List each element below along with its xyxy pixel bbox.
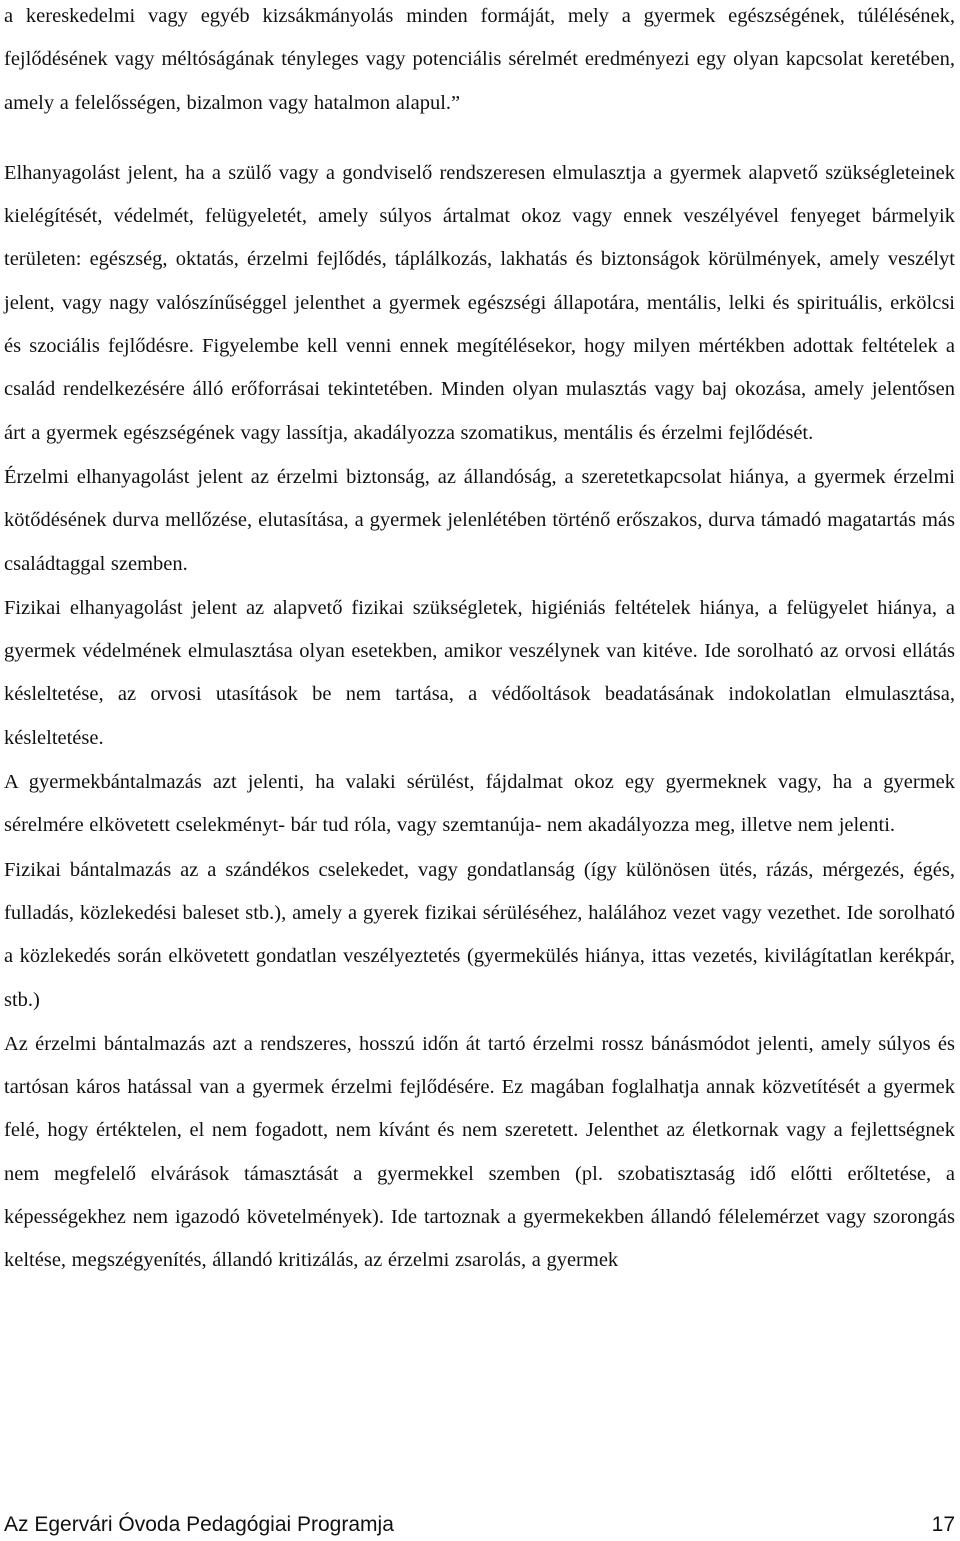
document-body [4, 0, 955, 1283]
footer-title: Az Egervári Óvoda Pedagógiai Programja [4, 1513, 394, 1536]
paragraph-physical-neglect: Fizikai elhanyagolást jelent az alapvető fizikai szükségletek, higiéniás feltételek hiánya, a felügyelet hiánya, a gyermek védelmének elmulasztása olyan esetekben, amikor veszélynek van kitéve. Ide sorolható az orvosi ellátás késleltetése, az orvosi utasítások be nem tartása, a védőoltások beadatásának indokolatlan elmulasztása, késleltetése. [4, 596, 955, 749]
page-number: 17 [931, 1513, 955, 1536]
paragraph-emotional-abuse: Az érzelmi bántalmazás azt a rendszeres, hosszú időn át tartó érzelmi rossz bánásmódot jelenti, amely súlyos és tartósan káros hatással van a gyermek érzelmi fejlődésére. Ez magában foglalhatja annak közvetítését a gyermek felé, hogy értéktelen, el nem fogadott, nem kívánt és nem szeretett. Jelenthet az életkornak vagy a fejlettségnek nem megfelelő elvárások támasztását a gyermekkel szemben (pl. szobatisztaság idő előtti erőltetése, a képességekhez nem igazodó követelmények). Ide tartoznak a gyermekekben állandó félelemérzet vagy szorongás keltése, megszégyenítés, állandó kritizálás, az érzelmi zsarolás, a gyermek [4, 1032, 955, 1272]
paragraph-child-abuse: A gyermekbántalmazás azt jelenti, ha valaki sérülést, fájdalmat okoz egy gyermeknek vagy, ha a gyermek sérelmére elkövetett cselekményt- bár tud róla, vagy szemtanúja- nem akadályozza meg, illetve nem jelenti. [4, 771, 955, 837]
paragraph-physical-abuse: Fizikai bántalmazás az a szándékos cselekedet, vagy gondatlanság (így különösen ütés, rázás, mérgezés, égés, fulladás, közlekedési baleset stb.), amely a gyerek fizikai sérüléséhez, halálához vezet vagy vezethet. Ide sorolható a közlekedés során elkövetett gondatlan veszélyeztetés (gyermekülés hiánya, ittas vezetés, kivilágítatlan kerékpár, stb.) [4, 858, 955, 1011]
page-footer [4, 1510, 955, 1540]
paragraph-emotional-neglect: Érzelmi elhanyagolást jelent az érzelmi biztonság, az állandóság, a szeretetkapcsolat hiánya, a gyermek érzelmi kötődésének durva mellőzése, elutasítása, a gyermek jelenlétében történő erőszakos, durva támadó magatartás más családtaggal szemben. [4, 465, 955, 575]
paragraph-neglect: Elhanyagolást jelent, ha a szülő vagy a gondviselő rendszeresen elmulasztja a gyermek alapvető szükségleteinek kielégítését, védelmét, felügyeletét, amely súlyos ártalmat okoz vagy ennek veszélyével fenyeget bármelyik területen: egészség, oktatás, érzelmi fejlődés, táplálkozás, lakhatás és biztonságok körülmények, amely veszélyt jelent, vagy nagy valószínűséggel jelenthet a gyermek egészségi állapotára, mentális, lelki és spirituális, erkölcsi és szociális fejlődésre. Figyelembe kell venni ennek megítélésekor, hogy milyen mértékben adottak feltételek a család rendelkezésére álló erőforrásai tekintetében. Minden olyan mulasztás vagy baj okozása, amely jelentősen árt a gyermek egészségének vagy lassítja, akadályozza szomatikus, mentális és érzelmi fejlődését. [4, 161, 955, 444]
paragraph-exploitation-definition: a kereskedelmi vagy egyéb kizsákmányolás minden formáját, mely a gyermek egészségének, túlélésének, fejlődésének vagy méltóságának tényleges vagy potenciális sérelmét eredményezi egy olyan kapcsolat keretében, amely a felelősségen, bizalmon vagy hatalmon alapul.” [4, 5, 955, 114]
